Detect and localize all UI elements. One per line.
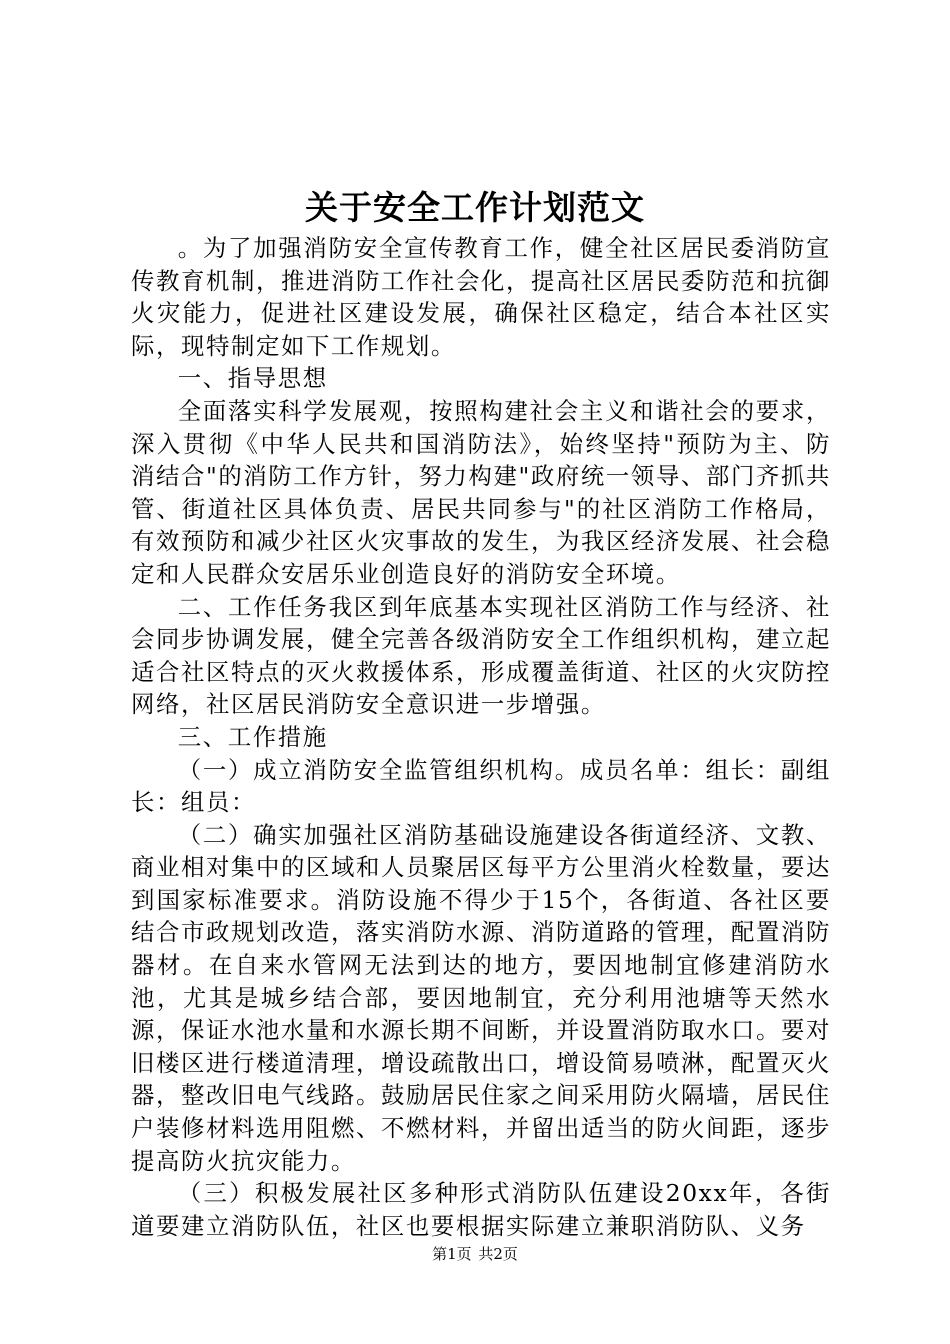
paragraph-intro: 。为了加强消防安全宣传教育工作，健全社区居民委消防宣传教育机制，推进消防工作社会化，提高社区居民委防范和抗御火灾能力，促进社区建设发展，确保社区稳定，结合本社区实际，现特制定如下工作规划。 xyxy=(131,234,831,360)
page-total: 共2页 xyxy=(478,1245,518,1263)
page-number: 第1页 xyxy=(432,1245,472,1263)
paragraph-guiding-ideology: 全面落实科学发展观，按照构建社会主义和谐社会的要求，深入贯彻《中华人民共和国消防法》，始终坚持"预防为主、防消结合"的消防工作方针，努力构建"政府统一领导、部门齐抓共管、街道社区具体负责、居民共同参与"的社区消防工作格局，有效预防和减少社区火灾事故的发生，为我区经济发展、社会稳定和人民群众安居乐业创造良好的消防安全环境。 xyxy=(131,396,831,588)
document-body xyxy=(131,232,831,1242)
paragraph-work-tasks: 二、工作任务我区到年底基本实现社区消防工作与经济、社会同步协调发展，健全完善各级消防安全工作组织机构，建立起适合社区特点的灭火救援体系，形成覆盖街道、社区的火灾防控网络，社区居民消防安全意识进一步增强。 xyxy=(131,592,831,719)
heading-work-measures: 三、工作措施 xyxy=(177,722,328,751)
paragraph-measure-1: （一）成立消防安全监管组织机构。成员名单：组长：副组长：组员： xyxy=(131,755,831,817)
heading-guiding-ideology: 一、指导思想 xyxy=(177,364,328,393)
document-title: 关于安全工作计划范文 xyxy=(305,188,645,227)
paragraph-measure-2: （二）确实加强社区消防基础设施建设各街道经济、文教、商业相对集中的区域和人员聚居区每平方公里消火栓数量，要达到国家标准要求。消防设施不得少于15个，各街道、各社区要结合市政规划改造，落实消防水源、消防道路的管理，配置消防器材。在自来水管网无法到达的地方，要因地制宜修建消防水池，尤其是城乡结合部，要因地制宜，充分利用池塘等天然水源，保证水池水量和水源长期不间断，并设置消防取水口。要对旧楼区进行楼道清理，增设疏散出口，增设简易喷淋，配置灭火器，整改旧电气线路。鼓励居民住家之间采用防火隔墙，居民住户装修材料选用阻燃、不燃材料，并留出适当的防火间距，逐步提高防火抗灾能力。 xyxy=(131,820,831,1175)
paragraph-measure-3: （三）积极发展社区多种形式消防队伍建设20xx年，各街道要建立消防队伍，社区也要根据实际建立兼职消防队、义务 xyxy=(131,1179,831,1240)
page-footer xyxy=(0,1244,950,1264)
